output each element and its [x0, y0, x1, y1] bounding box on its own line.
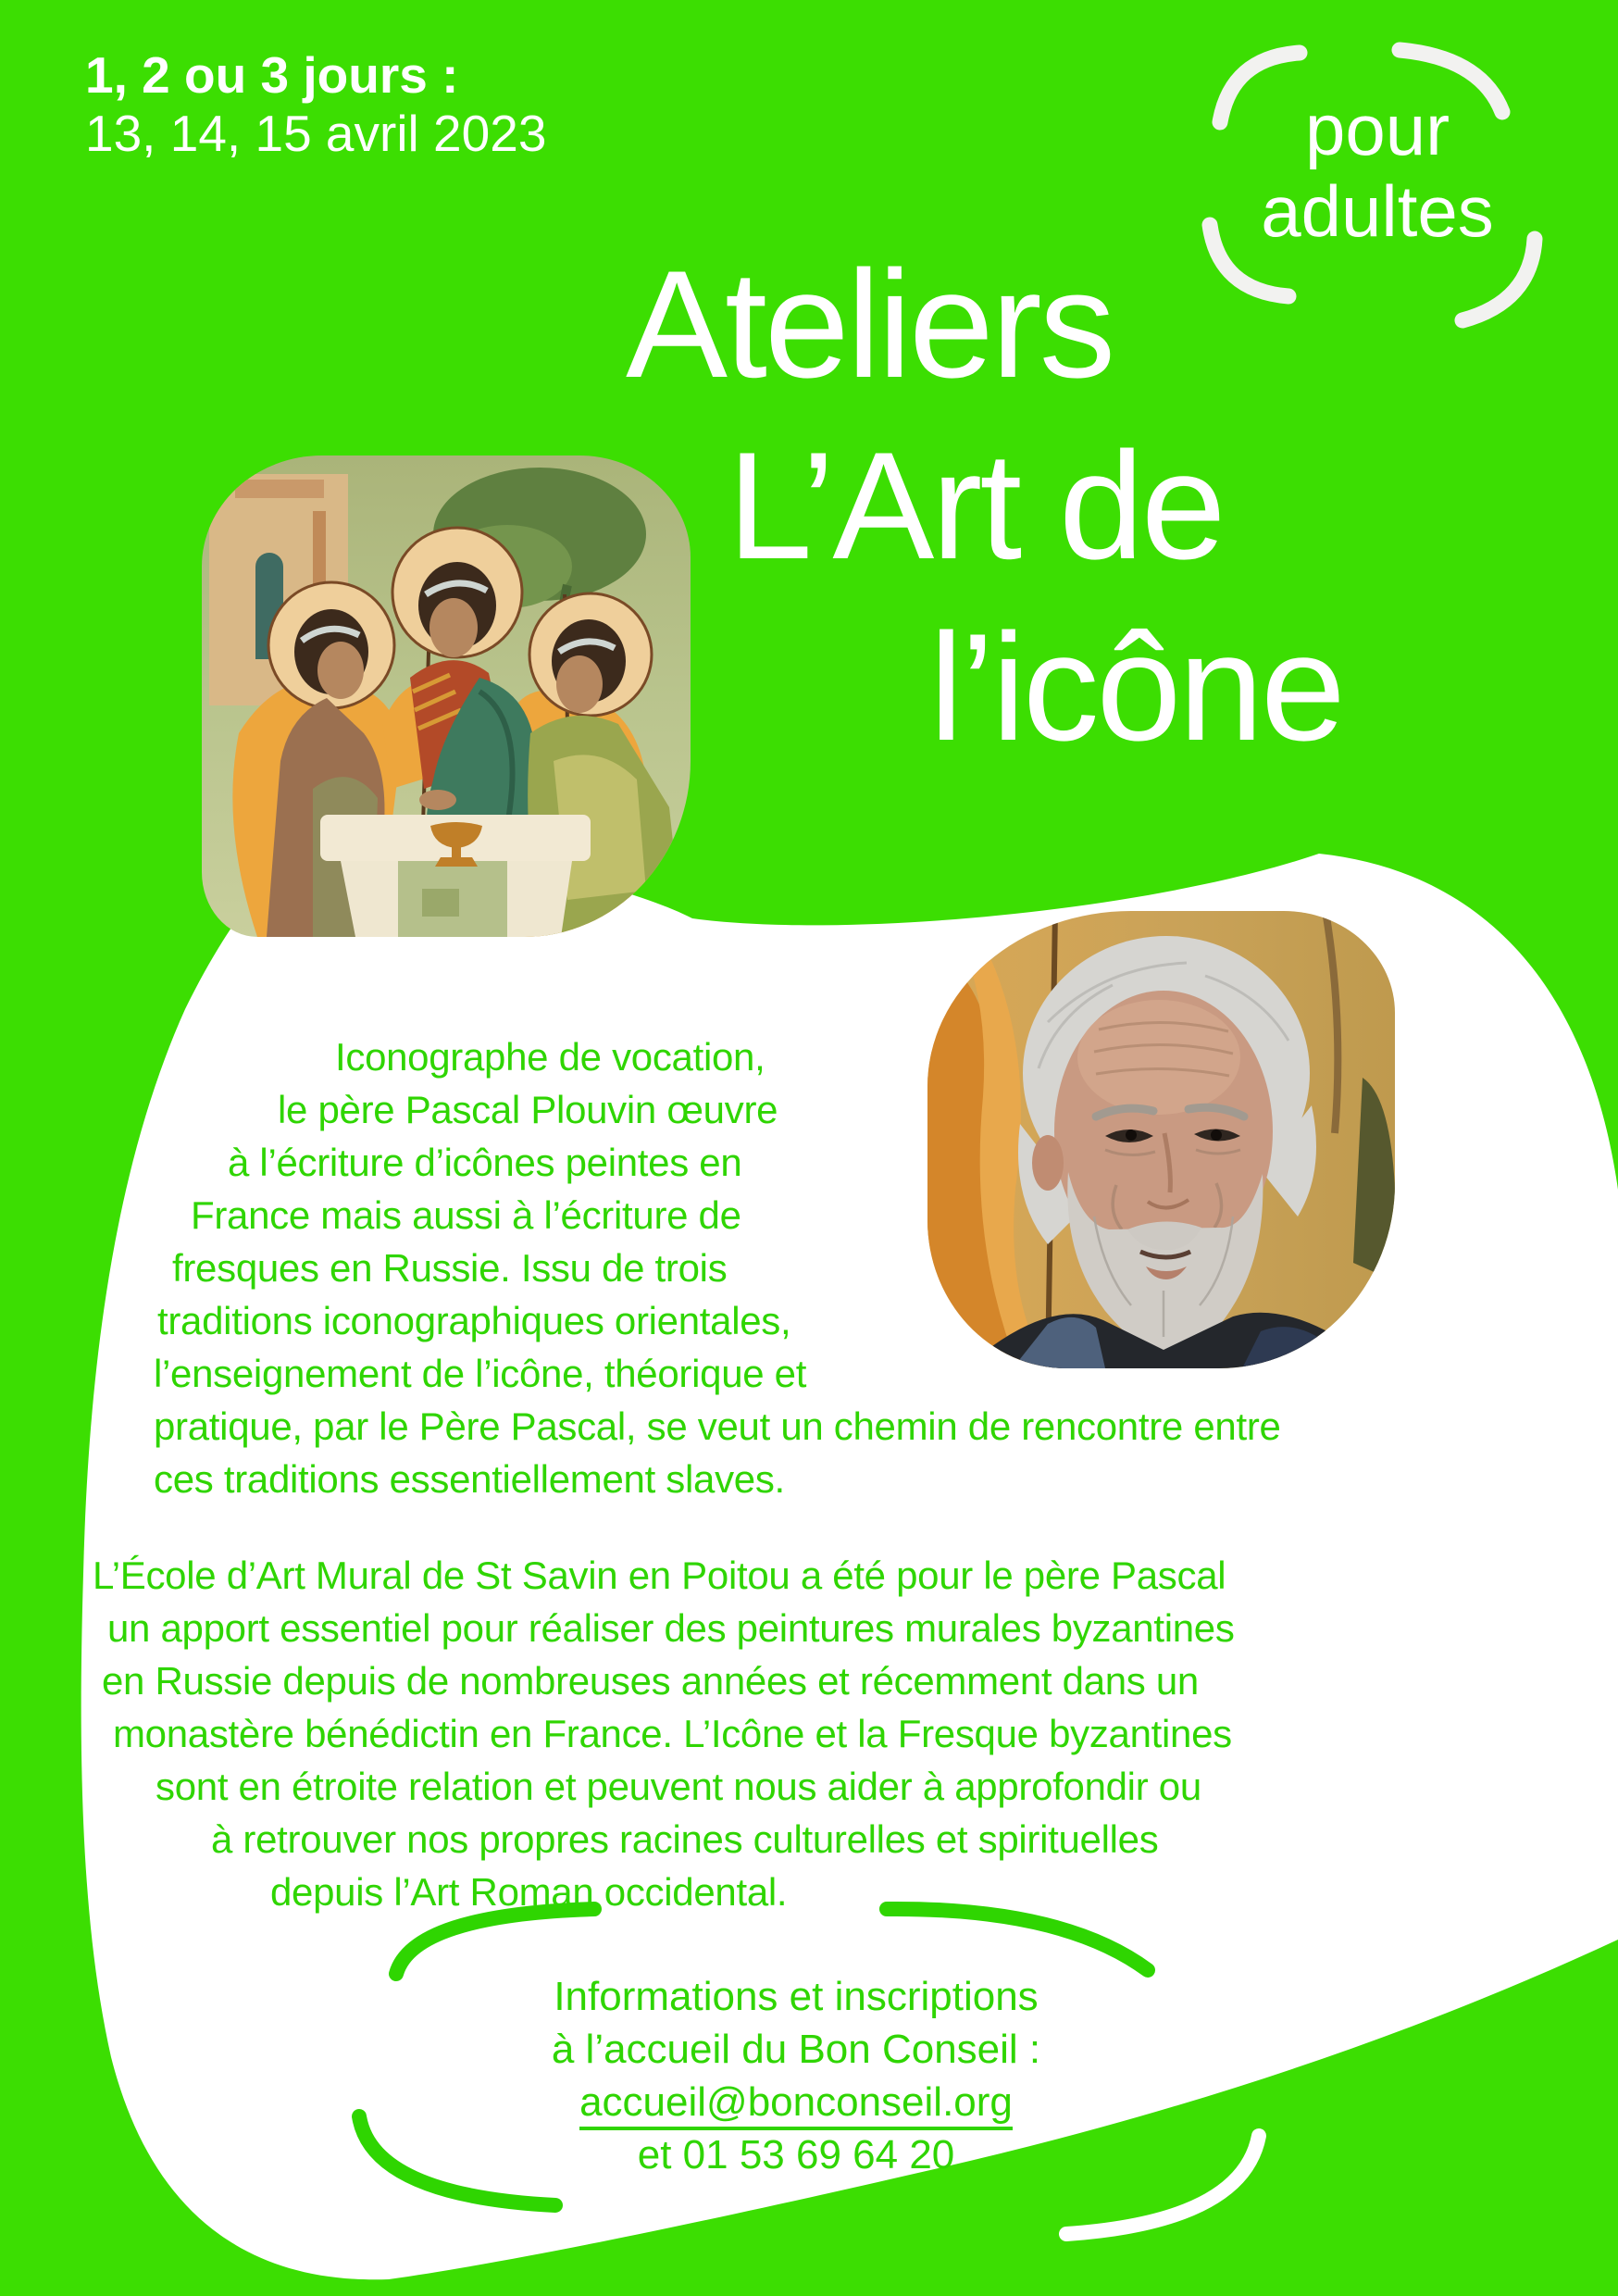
- bio-line: ces traditions essentiellement slaves.: [154, 1457, 785, 1501]
- badge-line-2: adultes: [1261, 170, 1494, 252]
- description-line: depuis l’Art Roman occidental.: [270, 1870, 788, 1914]
- contact-info-line: Informations et inscriptions: [554, 1974, 1039, 2019]
- bio-line: fresques en Russie. Issu de trois: [172, 1246, 728, 1290]
- contact-phone-line: et 01 53 69 64 20: [637, 2132, 955, 2177]
- portrait-art: [927, 911, 1395, 1368]
- dates-line-2: 13, 14, 15 avril 2023: [85, 105, 547, 162]
- description-line: à retrouver nos propres racines culturelles et spirituelles: [211, 1817, 1159, 1861]
- page-title-line-1: Ateliers: [626, 239, 1114, 409]
- contact-email-link[interactable]: accueil@bonconseil.org: [579, 2079, 1013, 2130]
- bio-line: pratique, par le Père Pascal, se veut un chemin de rencontre entre: [154, 1404, 1281, 1448]
- description-line: sont en étroite relation et peuvent nous aider à approfondir ou: [156, 1765, 1201, 1808]
- badge-line-1: pour: [1304, 89, 1450, 170]
- bio-line: l’enseignement de l’icône, théorique et: [154, 1352, 807, 1395]
- audience-badge: [1200, 89, 1555, 252]
- description-line: monastère bénédictin en France. L’Icône et la Fresque byzantines: [113, 1712, 1232, 1755]
- dates-line-1: 1, 2 ou 3 jours :: [85, 46, 459, 104]
- bio-line: traditions iconographiques orientales,: [157, 1299, 791, 1342]
- page-title-line-2: L’Art de: [728, 420, 1224, 591]
- dates-header: [85, 46, 546, 163]
- portrait-photo: [927, 911, 1395, 1368]
- contact-venue-line: à l’accueil du Bon Conseil :: [551, 2027, 1041, 2072]
- trinity-icon-image: [202, 455, 691, 937]
- bio-line: à l’écriture d’icônes peintes en: [228, 1141, 742, 1184]
- trinity-icon-art: [202, 455, 691, 937]
- bio-line: le père Pascal Plouvin œuvre: [278, 1088, 778, 1131]
- description-line: en Russie depuis de nombreuses années et récemment dans un: [102, 1659, 1199, 1703]
- description-line: L’École d’Art Mural de St Savin en Poitou a été pour le père Pascal: [93, 1554, 1226, 1597]
- contact-email-row: [389, 2079, 1203, 2126]
- description-line: un apport essentiel pour réaliser des peintures murales byzantines: [107, 1606, 1235, 1650]
- page-title-line-3: l’icône: [929, 602, 1343, 772]
- bio-line: France mais aussi à l’écriture de: [191, 1193, 741, 1237]
- bio-line: Iconographe de vocation,: [335, 1035, 765, 1079]
